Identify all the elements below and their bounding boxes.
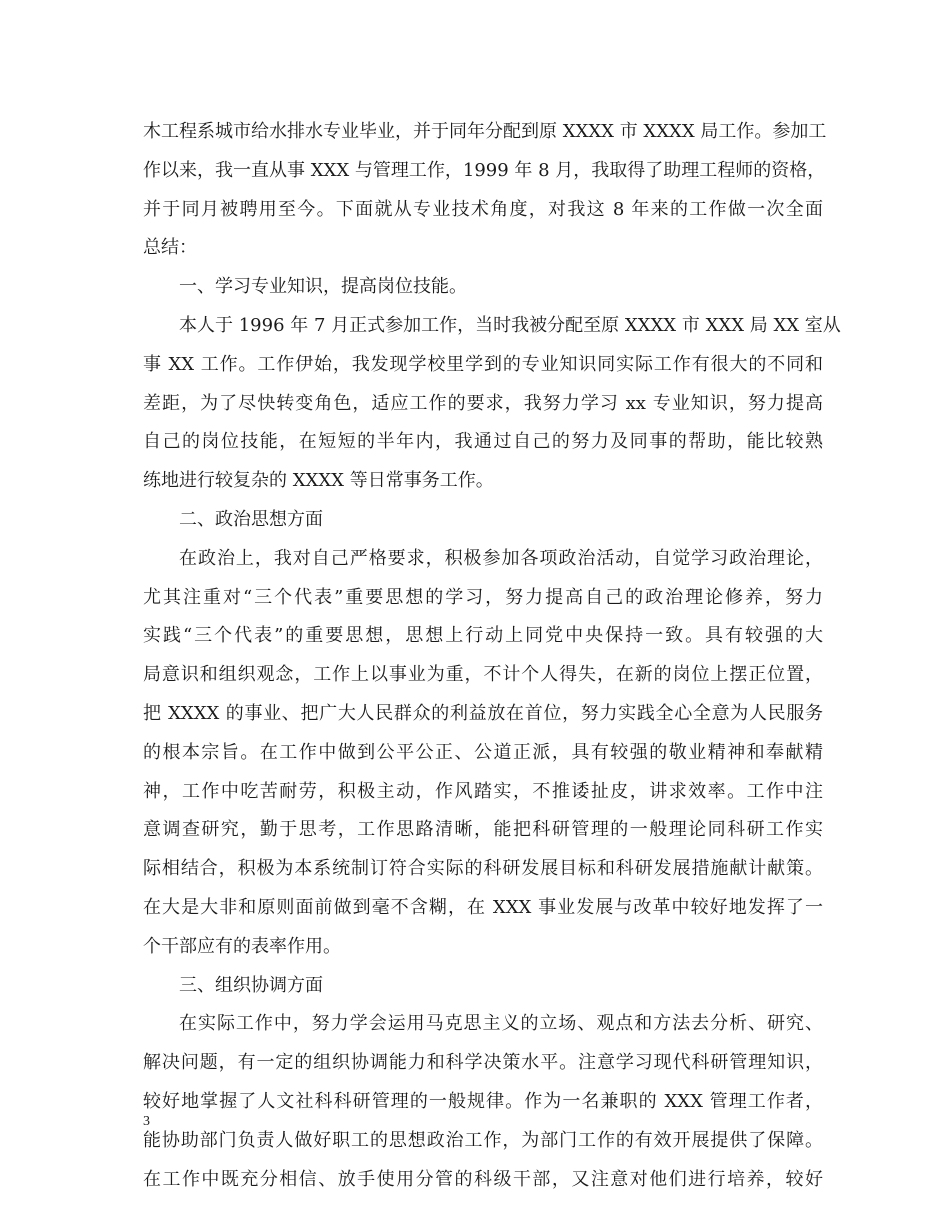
document-body [143, 113, 841, 1199]
text-line: 把 XXXX 的事业、把广大人民群众的利益放在首位，努力实践全心全意为人民服务 [143, 702, 823, 724]
text-line: 作以来，我一直从事 XXX 与管理工作，1999 年 8 月，我取得了助理工程师的资格， [143, 159, 826, 181]
text-line: 在政治上，我对自己严格要求，积极参加各项政治活动，自觉学习政治理论， [179, 547, 823, 569]
text-line: 三、组织协调方面 [179, 974, 323, 996]
text-line: 本人于 1996 年 7 月正式参加工作，当时我被分配至原 XXXX 市 XXX 局 XX 室从 [179, 314, 841, 336]
text-line: 神，工作中吃苦耐劳，积极主动，作风踏实，不推诿扯皮，讲求效率。工作中注 [143, 780, 823, 802]
text-line: 练地进行较复杂的 XXXX 等日常事务工作。 [143, 470, 494, 492]
text-line: 在实际工作中，努力学会运用马克思主义的立场、观点和方法去分析、研究、 [179, 1013, 823, 1035]
text-line: 尤其注重对“三个代表”重要思想的学习，努力提高自己的政治理论修养，努力 [143, 586, 823, 608]
text-line: 际相结合，积极为本系统制订符合实际的科研发展目标和科研发展措施献计献策。 [143, 858, 823, 880]
text-line: 一、学习专业知识，提高岗位技能。 [179, 276, 467, 298]
text-line: 在大是大非和原则面前做到毫不含糊，在 XXX 事业发展与改革中较好地发挥了一 [143, 896, 823, 918]
text-line: 个干部应有的表率作用。 [143, 935, 341, 957]
text-line: 实践“三个代表”的重要思想，思想上行动上同党中央保持一致。具有较强的大 [143, 625, 823, 647]
text-line: 差距，为了尽快转变角色，适应工作的要求，我努力学习 xx 专业知识，努力提高 [143, 392, 823, 414]
text-line: 自己的岗位技能，在短短的半年内，我通过自己的努力及同事的帮助，能比较熟 [143, 431, 823, 453]
text-line: 在工作中既充分相信、放手使用分管的科级干部，又注意对他们进行培养，较好 [143, 1168, 823, 1190]
text-line: 木工程系城市给水排水专业毕业，并于同年分配到原 XXXX 市 XXXX 局工作。参加工 [143, 121, 827, 142]
text-line: 较好地掌握了人文社科科研管理的一般规律。作为一名兼职的 XXX 管理工作者， [143, 1090, 823, 1112]
text-line: 能协助部门负责人做好职工的思想政治工作，为部门工作的有效开展提供了保障。 [143, 1129, 823, 1151]
page-number: 3 [143, 1114, 150, 1129]
text-line: 解决问题，有一定的组织协调能力和科学决策水平。注意学习现代科研管理知识， [143, 1052, 823, 1074]
text-line: 局意识和组织观念，工作上以事业为重，不计个人得失，在新的岗位上摆正位置， [143, 664, 823, 686]
text-line: 事 XX 工作。工作伊始，我发现学校里学到的专业知识同实际工作有很大的不同和 [143, 353, 823, 375]
text-line: 并于同月被聘用至今。下面就从专业技术角度，对我这 8 年来的工作做一次全面 [143, 198, 823, 220]
text-line: 的根本宗旨。在工作中做到公平公正、公道正派，具有较强的敬业精神和奉献精 [143, 741, 823, 763]
text-line: 总结： [143, 237, 197, 259]
text-line: 二、政治思想方面 [179, 508, 323, 530]
text-line: 意调查研究，勤于思考，工作思路清晰，能把科研管理的一般理论同科研工作实 [143, 819, 823, 841]
